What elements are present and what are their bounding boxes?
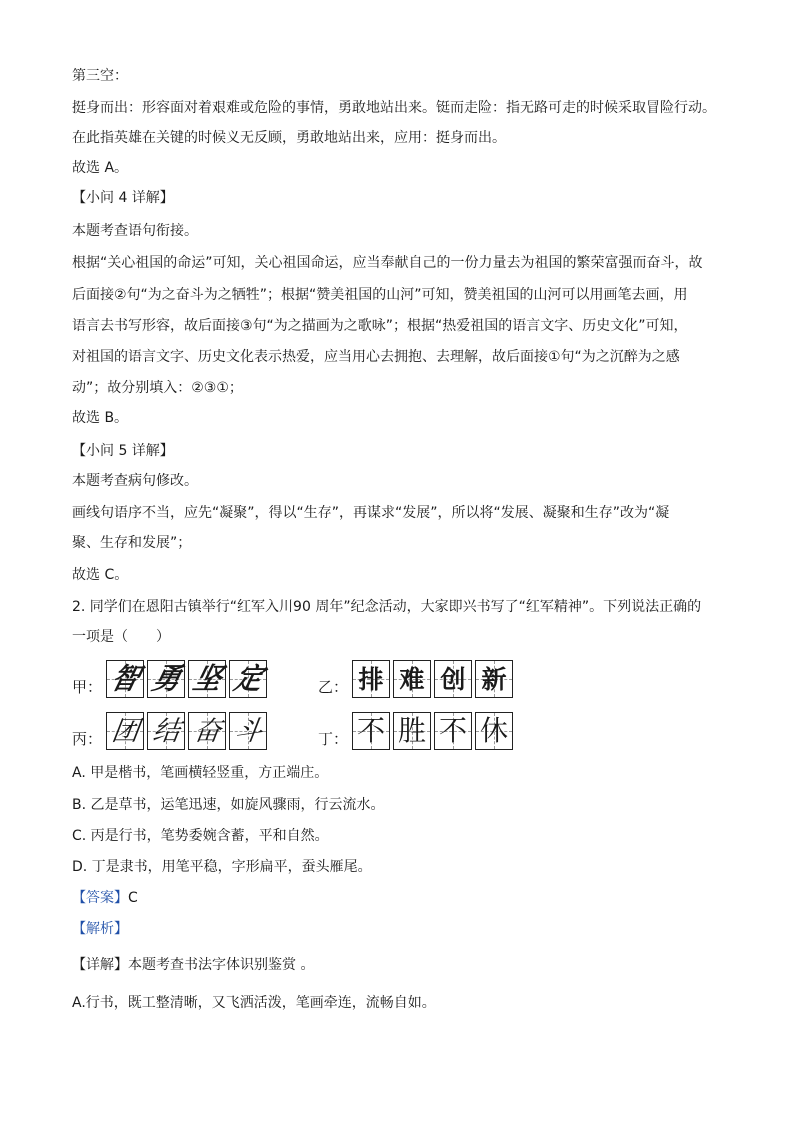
- calligraphy-cell: 新: [475, 660, 513, 698]
- detail-label: 【详解】: [72, 957, 128, 973]
- section-heading: 【小问 5 详解】: [72, 443, 174, 459]
- text-line: 故选 A。: [72, 160, 129, 176]
- calligraphy-cell: 坚: [188, 660, 226, 698]
- calligraphy-cell: 奋: [188, 712, 226, 750]
- text-line: 对祖国的语言文字、历史文化表示热爱，应当用心去拥抱、去理解，故后面接①句“为之沉醉为之感: [72, 349, 680, 365]
- answer-value: C: [128, 890, 138, 906]
- detail-line: [72, 955, 314, 975]
- calligraphy-ding: [318, 708, 516, 754]
- calligraphy-cell: 斗: [229, 712, 267, 750]
- calligraphy-yi: [318, 656, 516, 702]
- option-b: B. 乙是草书，运笔迅速，如旋风骤雨，行云流水。: [72, 797, 385, 813]
- text-line: 在此指英雄在关键的时候义无反顾，勇敢地站出来，应用：挺身而出。: [72, 130, 506, 146]
- calligraphy-cell: 排: [352, 660, 390, 698]
- text-line: 故选 C。: [72, 567, 129, 583]
- calligraphy-cell: 胜: [393, 712, 431, 750]
- text-line: 根据“关心祖国的命运”可知，关心祖国命运，应当奉献自己的一份力量去为祖国的繁荣富强而奋斗，故: [72, 255, 703, 271]
- calligraphy-bing: [72, 708, 270, 754]
- text-line: 故选 B。: [72, 410, 129, 426]
- calligraphy-label: 甲：: [72, 677, 103, 696]
- text-line: 本题考查语句衔接。: [72, 223, 198, 239]
- text-line: 后面接②句“为之奋斗为之牺牲”；根据“赞美祖国的山河”可知，赞美祖国的山河可以用画笔去画，用: [72, 287, 688, 303]
- text-line: 画线句语序不当，应先“凝聚”，得以“生存”，再谋求“发展”，所以将“发展、凝聚和生存”改为“凝: [72, 505, 670, 521]
- option-a: A. 甲是楷书，笔画横轻竖重，方正端庄。: [72, 765, 329, 781]
- detail-text: 本题考查书法字体识别鉴赏 。: [128, 957, 315, 973]
- calligraphy-jia: [72, 656, 270, 702]
- section-heading: 【小问 4 详解】: [72, 190, 174, 206]
- text-line: 本题考查病句修改。: [72, 473, 198, 489]
- calligraphy-cell: 结: [147, 712, 185, 750]
- option-c: C. 丙是行书，笔势委婉含蓄，平和自然。: [72, 828, 329, 844]
- calligraphy-label: 丁：: [318, 729, 349, 748]
- calligraphy-cell: 智: [106, 660, 144, 698]
- calligraphy-label: 乙：: [318, 677, 349, 696]
- text-line: 聚、生存和发展”；: [72, 535, 192, 551]
- calligraphy-cell: 定: [229, 660, 267, 698]
- question-stem: 2. 同学们在恩阳古镇举行“红军入川90 周年”纪念活动，大家即兴书写了“红军精神”。下列说法正确的: [72, 599, 702, 615]
- text-line: 第三空：: [72, 68, 128, 84]
- text-line: A.行书，既工整清晰，又飞洒活泼，笔画牵连，流畅自如。: [72, 995, 436, 1011]
- question-stem: 一项是（ ）: [72, 629, 170, 645]
- text-line: 语言去书写形容，故后面接③句“为之描画为之歌咏”；根据“热爱祖国的语言文字、历史文化”可知，: [72, 318, 688, 334]
- calligraphy-cell: 不: [434, 712, 472, 750]
- answer-label: 【答案】: [72, 890, 128, 906]
- option-d: D. 丁是隶书，用笔平稳，字形扁平，蚕头雁尾。: [72, 859, 372, 875]
- text-line: 动”；故分别填入：②③①；: [72, 380, 243, 396]
- calligraphy-cell: 休: [475, 712, 513, 750]
- calligraphy-cell: 团: [106, 712, 144, 750]
- analysis-label: 【解析】: [72, 921, 128, 937]
- text-line: 挺身而出：形容面对着艰难或危险的事情，勇敢地站出来。铤而走险：指无路可走的时候采取冒险行动。: [72, 100, 716, 116]
- calligraphy-cell: 难: [393, 660, 431, 698]
- calligraphy-cell: 创: [434, 660, 472, 698]
- calligraphy-cell: 不: [352, 712, 390, 750]
- answer-line: [72, 888, 138, 908]
- calligraphy-label: 丙：: [72, 729, 103, 748]
- calligraphy-cell: 勇: [147, 660, 185, 698]
